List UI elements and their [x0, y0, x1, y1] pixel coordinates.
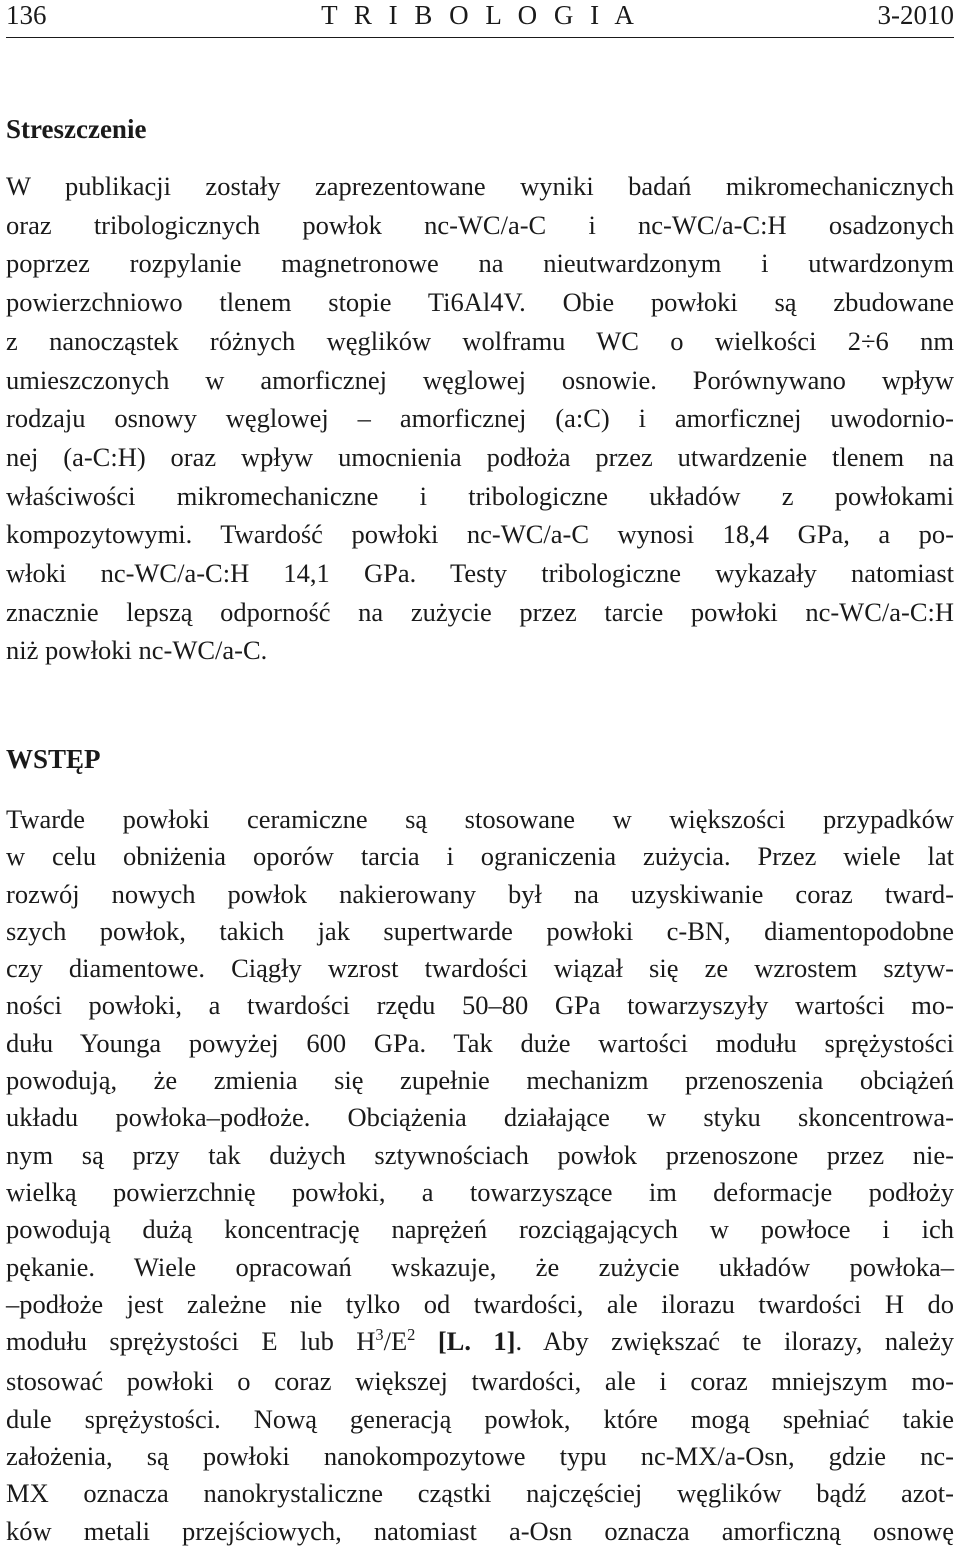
text-line: kompozytowymi. Twardość powłoki nc-WC/a-C wynosi 18,4 GPa, a po-: [6, 519, 954, 550]
text-line: szych powłok, takich jak supertwarde powłoki c-BN, diamentopodobne: [6, 915, 954, 946]
text-line: pękanie. Wiele opracowań wskazuje, że zużycie układów powłoka–: [6, 1251, 954, 1282]
text-line: właściwości mikromechaniczne i tribologiczne układów z powłokami: [6, 480, 954, 511]
text-line: ków metali przejściowych, natomiast a-Osn oznacza amorficzną osnowę: [6, 1515, 954, 1546]
running-header: [6, 0, 954, 36]
text-line: ności powłoki, a twardości rzędu 50–80 GPa towarzyszyły wartości mo-: [6, 990, 954, 1021]
text-line: znacznie lepszą odporność na zużycie przez tarcie powłoki nc-WC/a-C:H: [6, 596, 954, 627]
text-line: dule sprężystości. Nową generacją powłok, które mogą spełniać takie: [6, 1403, 954, 1434]
introduction-heading: WSTĘP: [6, 744, 101, 774]
line-text: modułu sprężystości E lub H: [6, 1326, 376, 1357]
text-line: wielką powierzchnię powłoki, a towarzyszące im deformacje podłoży: [6, 1176, 954, 1207]
text-line: dułu Younga powyżej 600 GPa. Tak duże wartości modułu sprężystości: [6, 1027, 954, 1058]
text-line: rodzaju osnowy węglowej – amorficznej (a:C) i amorficznej uwodornio-: [6, 403, 954, 434]
text-line: nej (a-C:H) oraz wpływ umocnienia podłoża przez utwardzenie tlenem na: [6, 441, 954, 472]
line-space: [415, 1326, 437, 1356]
text-line: powierzchniowo tlenem stopie Ti6Al4V. Obie powłoki są zbudowane: [6, 287, 954, 318]
text-line: nym są przy tak dużych sztywnościach powłok przenoszone przez nie-: [6, 1139, 954, 1170]
text-line: w celu obniżenia oporów tarcia i ograniczenia zużycia. Przez wiele lat: [6, 841, 954, 872]
line-text: /E: [383, 1326, 408, 1357]
text-line: rozwój nowych powłok nakierowany był na uzyskiwanie coraz tward-: [6, 878, 954, 909]
text-line: Twarde powłoki ceramiczne są stosowane w większości przypadków: [6, 804, 954, 834]
citation-reference: [L. 1]: [437, 1326, 516, 1357]
journal-title: T R I B O L O G I A: [321, 0, 639, 30]
abstract-paragraph: [6, 167, 954, 670]
text-line-with-formula: [6, 1323, 954, 1363]
text-line: W publikacji zostały zaprezentowane wyniki badań mikromechanicznych: [6, 171, 954, 201]
text-line: powodują dużą koncentrację naprężeń rozciągających w powłoce i ich: [6, 1214, 954, 1245]
text-line: powodują, że zmienia się zupełnie mechanizm przenoszenia obciążeń: [6, 1065, 954, 1096]
introduction-paragraph: [6, 801, 954, 1550]
superscript-exponent: 2: [407, 1324, 416, 1344]
issue-number: 3-2010: [877, 0, 954, 30]
text-line: założenia, są powłoki nanokompozytowe typu nc-MX/a-Osn, gdzie nc-: [6, 1441, 954, 1472]
superscript-exponent: 3: [375, 1324, 384, 1344]
text-line: układu powłoka–podłoże. Obciążenia działające w styku skoncentrowa-: [6, 1102, 954, 1133]
text-line: poprzez rozpylanie magnetronowe na nieutwardzonym i utwardzonym: [6, 248, 954, 279]
text-line: MX oznacza nanokrystaliczne cząstki najczęściej węglików bądź azot-: [6, 1478, 954, 1509]
text-line: oraz tribologicznych powłok nc-WC/a-C i nc-WC/a-C:H osadzonych: [6, 209, 954, 240]
text-line: włoki nc-WC/a-C:H 14,1 GPa. Testy tribologiczne wykazały natomiast: [6, 558, 954, 589]
text-line: z nanocząstek różnych węglików wolframu WC o wielkości 2÷6 nm: [6, 325, 954, 356]
line-text: . Aby zwiększać te ilorazy, należy: [515, 1326, 955, 1357]
page-number: 136: [6, 0, 47, 30]
abstract-heading: Streszczenie: [6, 114, 147, 144]
text-line: czy diamentowe. Ciągły wzrost twardości wiązał się ze wzrostem sztyw-: [6, 953, 954, 984]
header-rule: [6, 37, 954, 38]
text-line: umieszczonych w amorficznej węglowej osnowie. Porównywano wpływ: [6, 364, 954, 395]
text-line: stosować powłoki o coraz większej twardości, ale i coraz mniejszym mo-: [6, 1366, 954, 1397]
text-line: niż powłoki nc-WC/a-C.: [6, 635, 268, 666]
text-line: –podłoże jest zależne nie tylko od twardości, ale ilorazu twardości H do: [6, 1288, 954, 1319]
